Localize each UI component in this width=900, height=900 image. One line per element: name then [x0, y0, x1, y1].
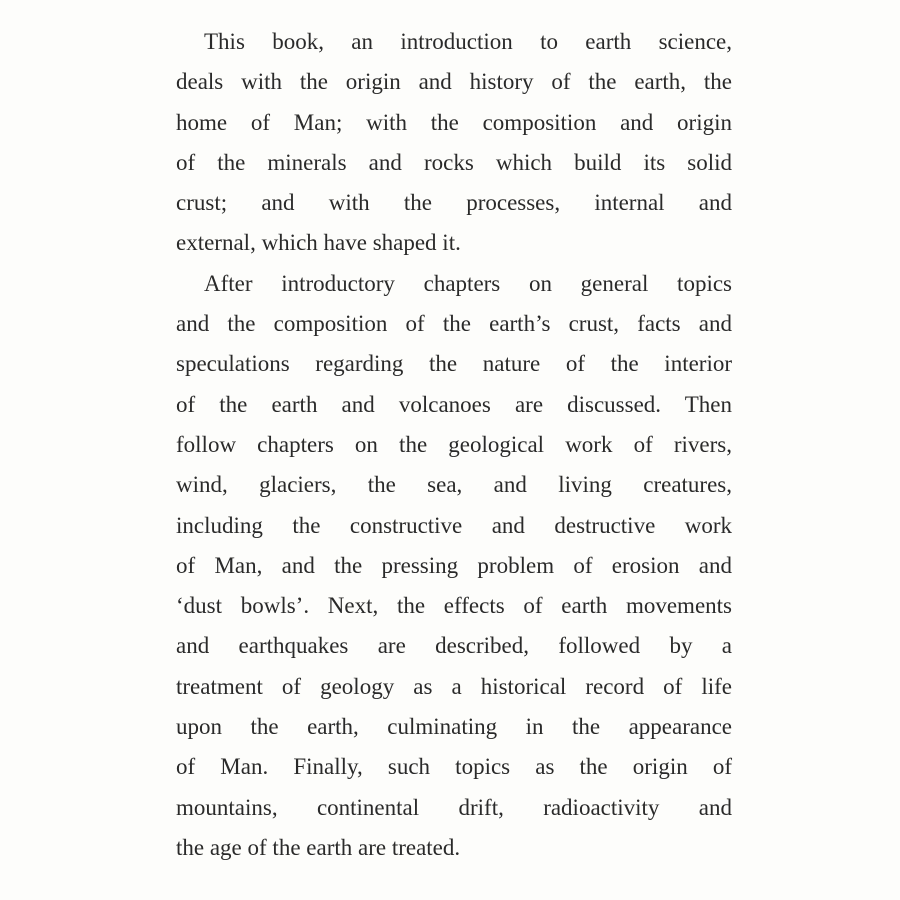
text-line: including the constructive and destructive work	[176, 512, 732, 538]
text-line: follow chapters on the geological work of rivers,	[176, 431, 732, 457]
text-line: home of Man; with the composition and origin	[176, 109, 732, 135]
text-line: ‘dust bowls’. Next, the effects of earth movements	[176, 593, 732, 619]
text-line: mountains, continental drift, radioactivity and	[176, 794, 732, 820]
text-line: treatment of geology as a historical record of life	[176, 673, 732, 699]
text-line: of Man, and the pressing problem of erosion and	[176, 552, 732, 578]
text-line: crust; and with the processes, internal and	[176, 190, 732, 216]
text-line: deals with the origin and history of the earth, the	[176, 69, 732, 95]
blurb-text	[176, 22, 732, 868]
text-line: This book, an introduction to earth science,	[204, 29, 732, 54]
text-line: of the minerals and rocks which build its solid	[176, 149, 732, 175]
text-line: of the earth and volcanoes are discussed. Then	[176, 391, 732, 417]
text-line: external, which have shaped it.	[176, 230, 461, 256]
text-line: and earthquakes are described, followed by a	[176, 633, 732, 659]
paragraph-2	[176, 264, 732, 868]
text-line: After introductory chapters on general topics	[204, 270, 732, 296]
text-line: speculations regarding the nature of the interior	[176, 351, 732, 377]
text-line: upon the earth, culminating in the appearance	[176, 714, 732, 740]
text-line: and the composition of the earth’s crust, facts and	[176, 311, 732, 337]
paragraph-1	[176, 22, 732, 264]
text-line: the age of the earth are treated.	[176, 834, 461, 860]
text-line: of Man. Finally, such topics as the origin of	[176, 754, 732, 780]
text-line: wind, glaciers, the sea, and living creatures,	[176, 472, 732, 498]
